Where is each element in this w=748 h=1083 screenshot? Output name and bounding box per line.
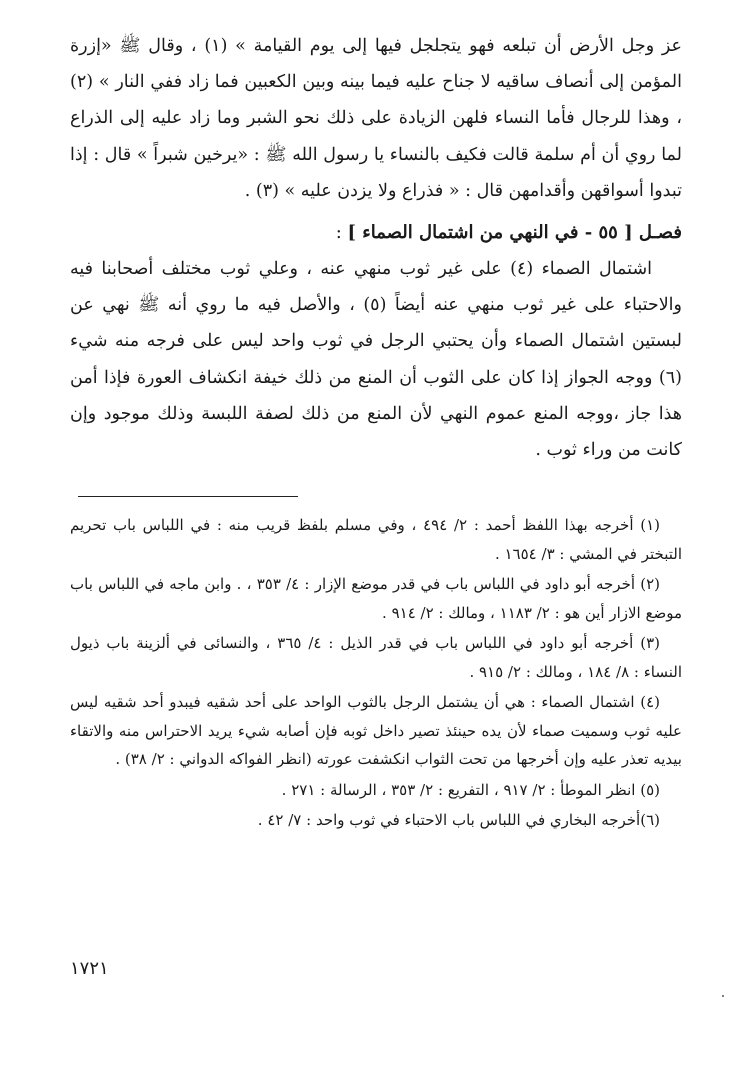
footnote-3: (٣) أخرجه أبو داود في اللباس باب في قدر الذيل : ٤/ ٣٦٥ ، والنسائى في ألزينة باب ذيول النساء : ٨/ ١٨٤ ، ومالك : ٢/ ٩١٥ . <box>70 634 682 681</box>
paragraph-ishtimal-al-samma: اشتمال الصماء (٤) على غير ثوب منهي عنه ، وعلي ثوب مختلف أصحابنا فيه والاحتباء على غير ثوب منهي عنه أيضاً (٥) ، والأصل فيه ما روي أنه ﷺ نهي عن لبستين اشتمال الصماء وأن يحتبي الرجل في ثوب واحد ليس على فرجه منه شيء (٦) ووجه الجواز إذا كان على الثوب أن المنع من ذلك خيفة انكشاف العورة فإذا أمن هذا جاز ،ووجه المنع عموم النهي لأن المنع من ذلك لصفة اللبسة وذلك موجود وإن كانت من وراء ثوب . <box>70 259 682 461</box>
section-heading-title: فصـل [ ٥٥ - في النهي من اشتمال الصماء ] <box>347 222 682 244</box>
footnote-1: (١) أخرجه بهذا اللفظ أحمد : ٢/ ٤٩٤ ، وفي مسلم بلفظ قريب منه : في اللباس باب تحريم التبختر في المشي : ٣/ ١٦٥٤ . <box>70 516 682 563</box>
book-page <box>70 28 682 837</box>
footnote-4: (٤) اشتمال الصماء : هي أن يشتمل الرجل بالثوب الواحد على أحد شقيه فيبدو أحد شقيه ليس عليه ثوب وسميت صماء لأن يده حينئذ تصير داخل ثوبه فإن أصابه شيء يريد الاحتراس منه والاتقاء بيديه تعذر عليه وإن أخرجها من تحت الثواب انكشفت عورته (انظر الفواكه الدواني : ٢/ ٣٨) . <box>70 693 682 769</box>
footnotes <box>70 511 682 835</box>
footnote-separator <box>78 496 298 497</box>
footnote-2: (٢) أخرجه أبو داود في اللباس باب في قدر موضع الإزار : ٤/ ٣٥٣ ، . وابن ماجه في اللباس باب موضع الازار أين هو : ٢/ ١١٨٣ ، ومالك : ٢/ ٩١٤ . <box>70 575 682 622</box>
section-heading-colon: : <box>335 222 348 244</box>
page-number: ١٧٢١ <box>70 958 109 979</box>
scan-speck <box>722 995 724 997</box>
footnote-5: (٥) انظر الموطأ : ٢/ ٩١٧ ، التفريع : ٢/ ٣٥٣ ، الرسالة : ٢٧١ . <box>281 780 660 799</box>
section-heading <box>70 215 682 251</box>
footnote-6: (٦)أخرجه البخاري في اللباس باب الاحتباء في ثوب واحد : ٧/ ٤٢ . <box>257 811 660 830</box>
paragraph-hadith-izar: عز وجل الأرض أن تبلعه فهو يتجلجل فيها إلى يوم القيامة » (١) ، وقال ﷺ «إزرة المؤمن إلى أنصاف ساقيه لا جناح عليه فيما بينه وبين الكعبين فما زاد ففي النار » (٢) ، وهذا للرجال فأما النساء فلهن الزيادة على ذلك نحو الشبر وما زاد عليه إلى الذراع لما روي أن أم سلمة قالت فكيف بالنساء يا رسول الله ﷺ : «يرخين شبراً » قال : إذا تبدوا أسواقهن وأقدامهن قال : « فذراع ولا يزدن عليه » (٣) . <box>70 36 682 201</box>
main-text <box>70 28 682 468</box>
